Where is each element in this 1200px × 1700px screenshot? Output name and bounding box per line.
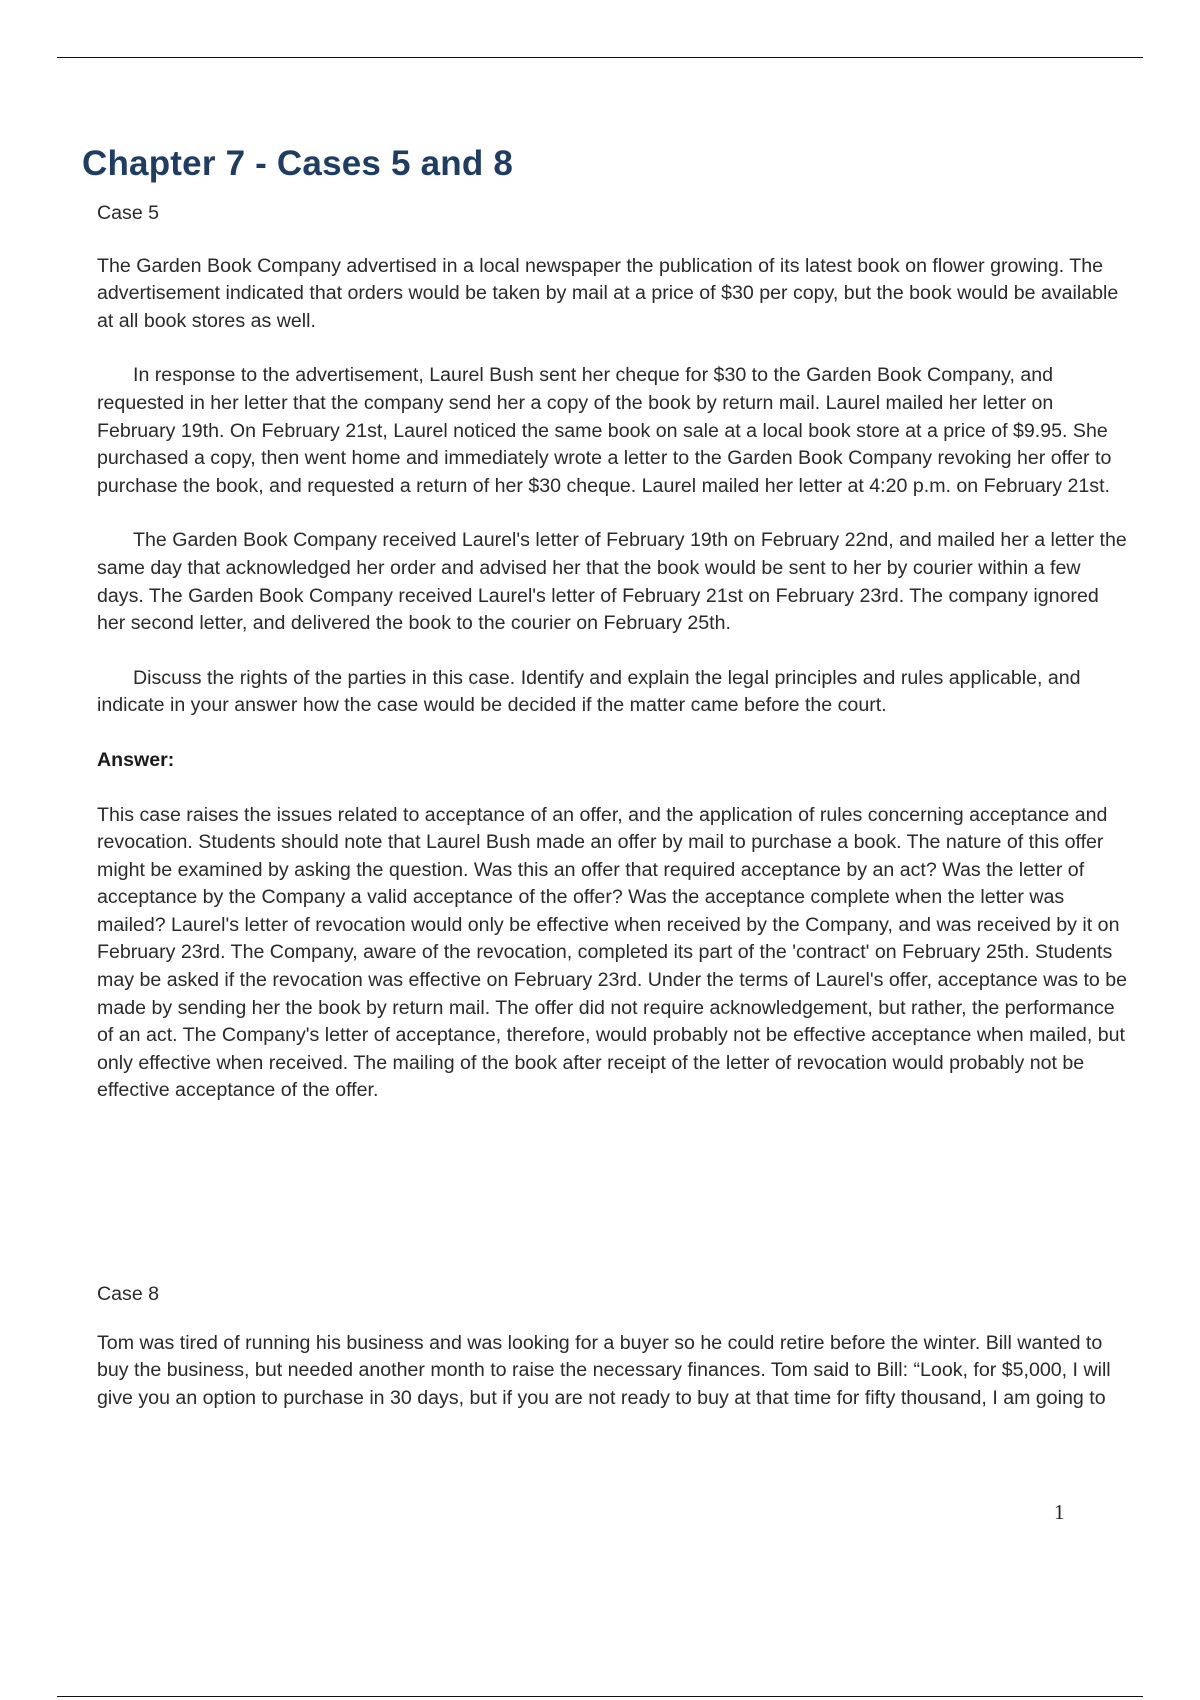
case-5-section [97, 200, 1132, 1105]
page-title: Chapter 7 - Cases 5 and 8 [82, 144, 513, 183]
case-5-paragraph-3: The Garden Book Company received Laurel's letter of February 19th on February 22nd, and mailed her a letter the same day that acknowledged her order and advised her that the book would be sent to her by courier within a few days. The Garden Book Company received Laurel's letter of February 21st on February 23rd. The company ignored her second letter, and delivered the book to the courier on February 25th. [97, 529, 1127, 635]
case-8-section [97, 1281, 1132, 1412]
answer-heading: Answer: [97, 748, 175, 771]
case-5-paragraph-4: Discuss the rights of the parties in this case. Identify and explain the legal principles and rules applicable, and indicate in your answer how the case would be decided if the matter came before the court. [97, 666, 1081, 717]
footer-rule [57, 1696, 1143, 1697]
case-5-heading: Case 5 [97, 202, 160, 224]
page-number: 1 [1054, 1500, 1065, 1524]
case-5-paragraph-1: The Garden Book Company advertised in a local newspaper the publication of its latest book on flower growing. The advertisement indicated that orders would be taken by mail at a price of $30 per copy, but the book would be available at all book stores as well. [97, 254, 1119, 332]
case-5-paragraph-2: In response to the advertisement, Laurel Bush sent her cheque for $30 to the Garden Book Company, and requested in her letter that the company send her a copy of the book by return mail. Laurel mailed her letter on February 19th. On February 21st, Laurel noticed the same book on sale at a local book store at a price of $9.95. She purchased a copy, then went home and immediately wrote a letter to the Garden Book Company revoking her offer to purchase the book, and requested a return of her $30 cheque. Laurel mailed her letter at 4:20 p.m. on February 21st. [97, 364, 1112, 497]
case-8-paragraph: Tom was tired of running his business and was looking for a buyer so he could retire before the winter. Bill wanted to buy the business, but needed another month to raise the necessary finances. Tom said to Bill: “Look, for $5,000, I will give you an option to purchase in 30 days, but if you are not ready to buy at that time for fifty thousand, I am going to [97, 1331, 1111, 1409]
case-8-heading: Case 8 [97, 1283, 160, 1305]
answer-paragraph: This case raises the issues related to acceptance of an offer, and the application of rules concerning acceptance and revocation. Students should note that Laurel Bush made an offer by mail to purchase a book. The nature of this offer might be examined by asking the question. Was this an offer that required acceptance by an act? Was the letter of acceptance by the Company a valid acceptance of the offer? Was the acceptance complete when the letter was mailed? Laurel's letter of revocation would only be effective when received by the Company, and was received by it on February 23rd. The Company, aware of the revocation, completed its part of the 'contract' on February 25th. Students may be asked if the revocation was effective on February 23rd. Under the terms of Laurel's offer, acceptance was to be made by sending her the book by return mail. The offer did not require acknowledgement, but rather, the performance of an act. The Company's letter of acceptance, therefore, would probably not be effective acceptance when mailed, but only effective when received. The mailing of the book after receipt of the letter of revocation would probably not be effective acceptance of the offer. [97, 803, 1128, 1102]
header-rule [57, 57, 1143, 58]
